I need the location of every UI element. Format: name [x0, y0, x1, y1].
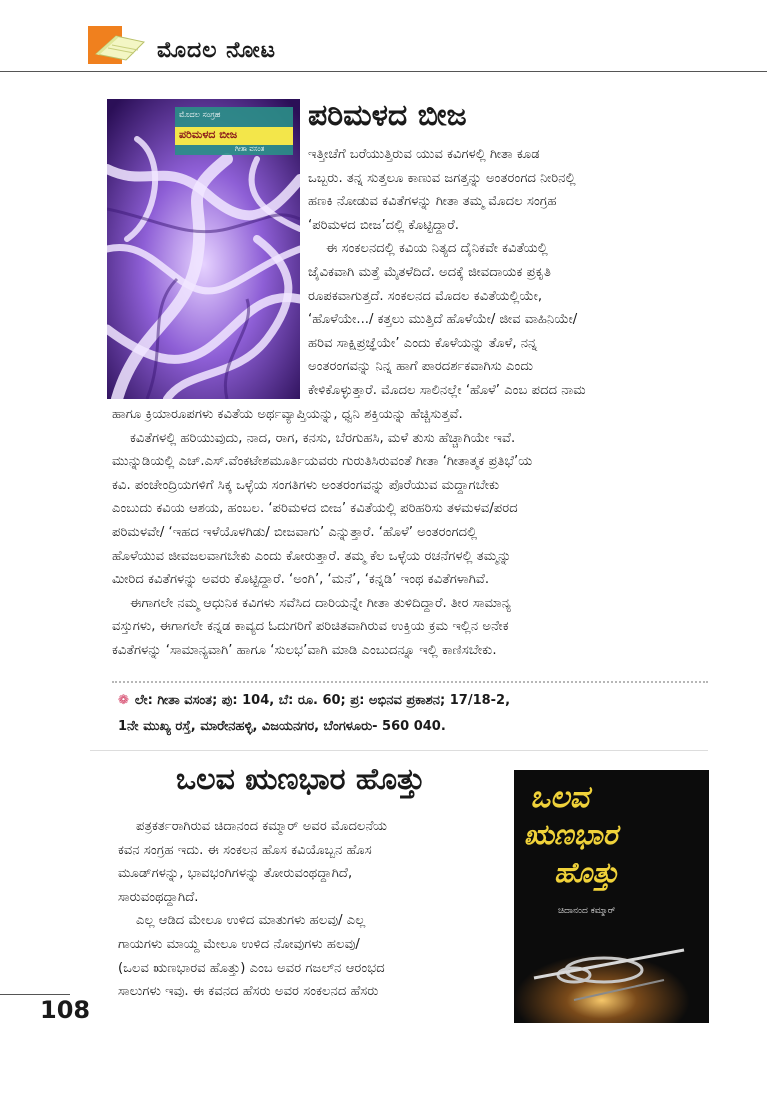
cover-author: ಗೀತಾ ವಸಂತ: [235, 145, 265, 153]
page-number-rule: [0, 994, 70, 995]
flower-bullet-icon: ❁: [118, 693, 129, 708]
review1-body-top: [308, 143, 713, 403]
text-line: ಹಾಗೂ ಕ್ರಿಯಾರೂಪಗಳು ಕವಿತೆಯ ಅರ್ಥವ್ಯಾಪ್ತಿಯನ್ನು, ಧ್ವನಿ ಶಕ್ತಿಯನ್ನು ಹೆಚ್ಚಿಸುತ್ತವೆ.: [112, 407, 463, 422]
text-line: ಎಂಬುದು ಕವಿಯ ಆಶಯ, ಹಂಬಲ. ‘ಪರಿಮಳದ ಬೀಜ’ ಕವಿತೆಯಲ್ಲಿ ಪರಿಹರಿಸು ತಳಮಳವ/ಪರದ: [112, 501, 518, 517]
header-divider: [0, 71, 767, 72]
text-line: ಹರಿವ ಸಾಕ್ಷಿಪ್ರಜ್ಞೆಯೇ’ ಎಂದು ಕೊಳೆಯನ್ನು ತೊಳೆ, ನನ್ನ: [308, 335, 538, 351]
text-line: ಹೊಳೆಯುವ ಜೀವಜಲವಾಗಬೇಕು ಎಂದು ಕೋರುತ್ತಾರೆ. ತಮ್ಮ ಕೆಲ ಒಳ್ಳೆಯ ರಚನೆಗಳಲ್ಲಿ ತಮ್ಮನ್ನು: [112, 548, 512, 564]
text-line: ಜೈವಿಕವಾಗಿ ಮತ್ತೆ ಮೈತಳೆದಿದೆ. ಅದಕ್ಕೆ ಜೀವದಾಯಕ ಪ್ರಕೃತಿ: [308, 264, 552, 280]
text-line: ಗಾಯಗಳು ಮಾಯ್ದ ಮೇಲೂ ಉಳಿದ ನೋವುಗಳು ಹಲವು/: [118, 936, 360, 952]
cover2-title-line2: ಋಣಭಾರ: [524, 818, 618, 851]
section-label: ಮೊದಲ ನೋಟ: [157, 38, 277, 63]
text-line: ಇತ್ತೀಚೆಗೆ ಬರೆಯುತ್ತಿರುವ ಯುವ ಕವಿಗಳಲ್ಲಿ ಗೀತಾ ಕೂಡ: [308, 147, 540, 162]
cover2-title-line3: ಹೊತ್ತು: [554, 856, 619, 889]
review2-body: [118, 815, 508, 1004]
pub-info-line: ಲೇ: ಗೀತಾ ವಸಂತ; ಪು: 104, ಬೆ: ರೂ. 60; ಪ್ರ: ಅಭಿನವ ಪ್ರಕಾಶನ; 17/18-2,: [134, 693, 511, 708]
text-line: ಕೇಳಿಕೊಳ್ಳುತ್ತಾರೆ. ಮೊದಲ ಸಾಲಿನಲ್ಲೇ ‘ಹೊಳೆ’ ಎಂಬ ಪದದ ನಾಮ: [308, 382, 586, 398]
text-line: ಈ ಸಂಕಲನದಲ್ಲಿ ಕವಿಯ ನಿತ್ಯದ ದೈನಿಕವೇ ಕವಿತೆಯಲ್ಲಿ: [326, 241, 548, 257]
text-line: ಕವಿ. ಪಂಚೇಂದ್ರಿಯಗಳಿಗೆ ಸಿಕ್ಕ ಒಳ್ಳೆಯ ಸಂಗತಿಗಳು ಅಂತರಂಗವನ್ನು ಪೊರೆಯುವ ಮದ್ದಾಗಬೇಕು: [112, 477, 500, 493]
cover2-author: ಚಿದಾನಂದ ಕಮ್ಮಾರ್: [558, 906, 616, 916]
text-line: ಈಗಾಗಲೇ ನಮ್ಮ ಆಧುನಿಕ ಕವಿಗಳು ಸವೆಸಿದ ದಾರಿಯನ್ನೇ ಗೀತಾ ತುಳಿದಿದ್ದಾರೆ. ತೀರ ಸಾಮಾನ್ಯ: [130, 595, 511, 611]
text-line: ಎಲ್ಲ ಆಡಿದ ಮೇಲೂ ಉಳಿದ ಮಾತುಗಳು ಹಲವು/ ಎಲ್ಲ: [136, 913, 366, 929]
open-book-icon: [86, 24, 148, 66]
review1-title: ಪರಿಮಳದ ಬೀಜ: [308, 98, 467, 133]
cover2-title-line1: ಒಲವ: [530, 780, 589, 815]
review1-publication-info: [118, 688, 718, 740]
pub-info-divider: [112, 681, 708, 683]
text-line: ಕವನ ಸಂಗ್ರಹ ಇದು. ಈ ಸಂಕಲನ ಹೊಸ ಕವಿಯೊಬ್ಬನ ಹೊಸ: [118, 842, 372, 858]
text-line: ಕವಿತೆಗಳನ್ನು ‘ಸಾಮಾನ್ಯವಾಗಿ’ ಹಾಗೂ ‘ಸುಲಭ’ವಾಗಿ ಮಾಡಿ ಎಂಬುದನ್ನೂ ಇಲ್ಲಿ ಕಾಣಿಸಬೇಕು.: [112, 642, 497, 658]
text-line: ಸಾರುವಂಥದ್ದಾಗಿದೆ.: [118, 889, 199, 905]
text-line: ಮೀರಿದ ಕವಿತೆಗಳನ್ನು ಅವರು ಕೊಟ್ಟಿದ್ದಾರೆ. ‘ಅಂಗಿ’, ‘ಮನೆ’, ‘ಕನ್ನಡಿ’ ಇಂಥ ಕವಿತೆಗಳಾಗಿವೆ.: [112, 572, 490, 588]
text-line: ಮುನ್ನುಡಿಯಲ್ಲಿ ಎಚ್.ಎಸ್.ವೆಂಕಟೇಶಮೂರ್ತಿಯವರು ಗುರುತಿಸಿರುವಂತೆ ಗೀತಾ ‘ಗೀತಾತ್ಮಕ ಪ್ರತಿಭೆ’ಯ: [112, 454, 533, 470]
text-line: ಕವಿತೆಗಳಲ್ಲಿ ಹರಿಯುವುದು, ನಾದ, ರಾಗ, ಕನಸು, ಬೆರಗುಹಸಿ, ಮಳೆ ತುಸು ಹೆಚ್ಚಾಗಿಯೇ ಇವೆ.: [130, 430, 516, 446]
section-separator: [90, 750, 708, 751]
text-line: ರೂಪಕವಾಗುತ್ತದೆ. ಸಂಕಲನದ ಮೊದಲ ಕವಿತೆಯಲ್ಲಿಯೇ,: [308, 288, 543, 304]
text-line: ಪರಿಮಳವೇ/ ‘ಇಹದ ಇಳೆಯೊಳಗಿಡು/ ಬೀಜವಾಗು’ ಎನ್ನುತ್ತಾರೆ. ‘ಹೊಳೆ’ ಅಂತರಂಗದಲ್ಲಿ: [112, 524, 478, 540]
text-line: ಹಣಕಿ ನೋಡುವ ಕವಿತೆಗಳನ್ನು ಗೀತಾ ತಮ್ಮ ಮೊದಲ ಸಂಗ್ರಹ: [308, 194, 557, 210]
text-line: ಅಂತರಂಗವನ್ನು ನಿನ್ನ ಹಾಗೆ ಪಾರದರ್ಶಕವಾಗಿಸು ಎಂದು: [308, 359, 534, 375]
cover-title: ಪರಿಮಳದ ಬೀಜ: [179, 128, 238, 141]
text-line: (ಒಲವ ಋಣಭಾರವ ಹೊತ್ತು) ಎಂಬ ಅವರ ಗಜಲ್‌ನ ಆರಂಭದ: [118, 960, 385, 976]
text-line: ಪತ್ರಕರ್ತರಾಗಿರುವ ಚಿದಾನಂದ ಕಮ್ಮಾರ್ ಅವರ ಮೊದಲನೆಯ: [136, 819, 388, 834]
review1-body-full: [112, 403, 714, 663]
book-cover-olava-runabhara-hottu: [514, 770, 709, 1023]
cover-top-label: ಮೊದಲ ಸಂಗ್ರಹ: [179, 110, 221, 119]
page-number: 108: [40, 996, 91, 1024]
pub-info-line: 1ನೇ ಮುಖ್ಯ ರಸ್ತೆ, ಮಾರೇನಹಳ್ಳಿ, ವಿಜಯನಗರ, ಬೆಂಗಳೂರು- 560 040.: [118, 719, 446, 734]
text-line: ಸಾಲುಗಳು ಇವು. ಈ ಕವನದ ಹೆಸರು ಅವರ ಸಂಕಲನದ ಹೆಸರು: [118, 984, 379, 1000]
review2-title: ಒಲವ ಋಣಭಾರ ಹೊತ್ತು: [176, 762, 426, 797]
text-line: ‘ಹೊಳೆಯೇ.../ ಕತ್ತಲು ಮುತ್ತಿದೆ ಹೊಳೆಯೇ/ ಜೀವ ವಾಹಿನಿಯೇ/: [308, 312, 578, 328]
book-cover-parimalada-beeja: [107, 99, 300, 399]
text-line: ‘ಪರಿಮಳದ ಬೀಜ’ದಲ್ಲಿ ಕೊಟ್ಟಿದ್ದಾರೆ.: [308, 217, 459, 233]
text-line: ಮೂಡ್‌ಗಳನ್ನು, ಭಾವಭಂಗಿಗಳನ್ನು ತೋರುವಂಥದ್ದಾಗಿದೆ,: [118, 866, 353, 882]
text-line: ಒಬ್ಬರು. ತನ್ನ ಸುತ್ತಲೂ ಕಾಣುವ ಜಗತ್ತನ್ನು ಅಂತರಂಗದ ನೀರಿನಲ್ಲಿ: [308, 170, 576, 186]
text-line: ವಸ್ತುಗಳು, ಈಗಾಗಲೇ ಕನ್ನಡ ಕಾವ್ಯದ ಓದುಗರಿಗೆ ಪರಿಚಿತವಾಗಿರುವ ಉಕ್ತಿಯ ಕ್ರಮ ಇಲ್ಲಿನ ಅನೇಕ: [112, 619, 509, 635]
